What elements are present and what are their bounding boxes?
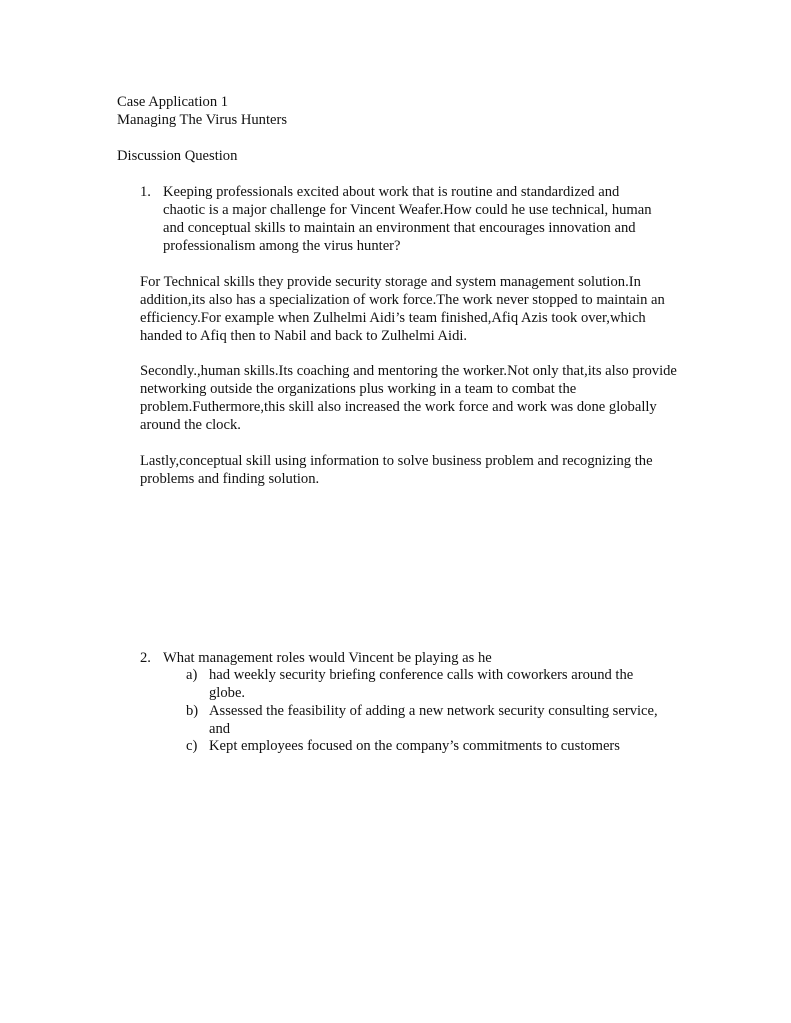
- document-subtitle: Managing The Virus Hunters: [117, 112, 288, 128]
- question-1-number: 1.: [140, 184, 151, 200]
- subitem-a-letter: a): [186, 667, 198, 683]
- question-2-text: What management roles would Vincent be playing as he: [163, 650, 492, 666]
- subitem-c-text: Kept employees focused on the company’s commitments to customers: [209, 738, 620, 754]
- subitem-b-letter: b): [186, 703, 199, 719]
- answer-paragraph-conceptual: Lastly,conceptual skill using information to solve business problem and recognizing the problems and finding solution.: [140, 453, 653, 487]
- answer-paragraph-human: Secondly.,human skills.Its coaching and mentoring the worker.Not only that,its also provide networking outside the organizations plus working in a team to combat the problem.Futhermore,this skill also increased the work force and work was done globally around the clock.: [140, 363, 677, 433]
- question-2-number: 2.: [140, 650, 151, 666]
- subitem-c-letter: c): [186, 738, 198, 754]
- subitem-b-text: Assessed the feasibility of adding a new network security consulting service, and: [209, 703, 658, 737]
- section-heading: Discussion Question: [117, 148, 238, 164]
- answer-paragraph-technical: For Technical skills they provide security storage and system management solution.In addition,its also has a specialization of work force.The work never stopped to maintain an efficiency.For example when Zulhelmi Aidi’s team finished,Afiq Azis took over,which handed to Afiq then to Nabil and back to Zulhelmi Aidi.: [140, 274, 665, 344]
- question-1-text: Keeping professionals excited about work that is routine and standardized and chaotic is a major challenge for Vincent Weafer.How could he use technical, human and conceptual skills to maintain an environment that encourages innovation and professionalism among the virus hunter?: [163, 184, 652, 254]
- document-title: Case Application 1: [117, 94, 229, 110]
- subitem-a-text: had weekly security briefing conference calls with coworkers around the globe.: [209, 667, 634, 701]
